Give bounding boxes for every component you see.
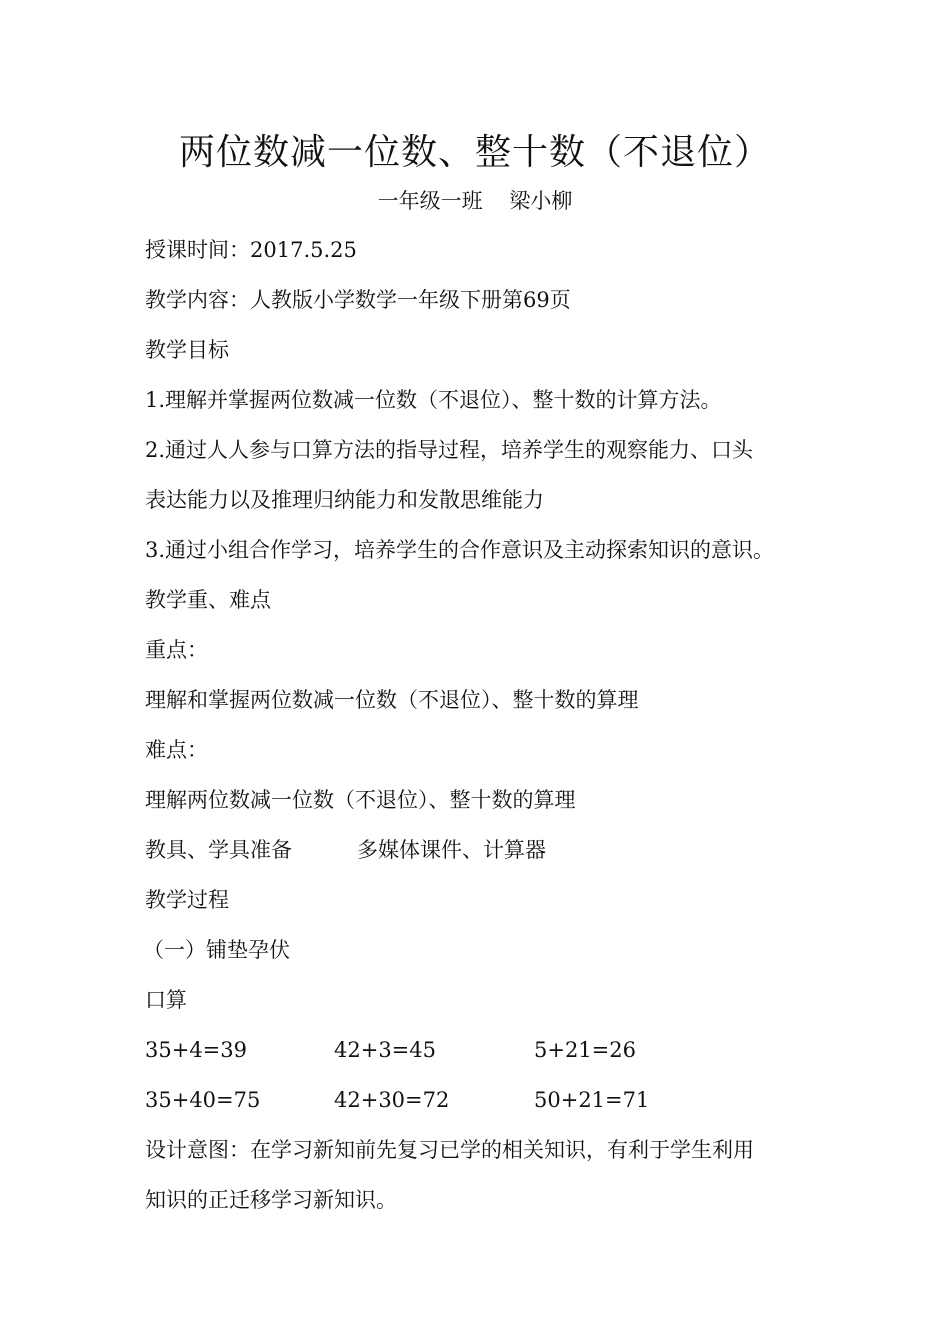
key-point-label: 重点： bbox=[145, 638, 208, 662]
key-point-text: 理解和掌握两位数减一位数（不退位）、整十数的算理 bbox=[145, 688, 639, 712]
math-item: 42+3=45 bbox=[334, 1038, 436, 1062]
goal-2-line-2: 表达能力以及推理归纳能力和发散思维能力 bbox=[145, 488, 544, 512]
difficulty-label: 难点： bbox=[145, 738, 208, 762]
document-title: 两位数减一位数、整十数（不退位） bbox=[178, 132, 771, 173]
goal-1: 1.理解并掌握两位数减一位数（不退位）、整十数的计算方法。 bbox=[145, 388, 722, 412]
difficulty-text: 理解两位数减一位数（不退位）、整十数的算理 bbox=[145, 788, 576, 812]
process-heading: 教学过程 bbox=[145, 888, 229, 912]
goals-heading: 教学目标 bbox=[145, 338, 229, 362]
math-item: 35+4=39 bbox=[145, 1038, 247, 1062]
math-row-1 bbox=[145, 1035, 745, 1065]
math-item: 50+21=71 bbox=[534, 1088, 650, 1112]
oral-calc-label: 口算 bbox=[145, 988, 187, 1012]
class-and-teacher: 一年级一班 梁小柳 bbox=[377, 189, 573, 213]
lesson-content: 教学内容：人教版小学数学一年级下册第69页 bbox=[145, 288, 571, 312]
key-points-heading: 教学重、难点 bbox=[145, 588, 271, 612]
goal-2-line-1: 2.通过人人参与口算方法的指导过程，培养学生的观察能力、口头 bbox=[145, 438, 754, 462]
math-row-2 bbox=[145, 1085, 745, 1115]
design-intent-line-2: 知识的正迁移学习新知识。 bbox=[145, 1188, 397, 1212]
math-item: 42+30=72 bbox=[334, 1088, 450, 1112]
math-item: 35+40=75 bbox=[145, 1088, 261, 1112]
math-item: 5+21=26 bbox=[534, 1038, 636, 1062]
tools-text: 多媒体课件、计算器 bbox=[357, 838, 546, 862]
step-1-heading: （一）铺垫孕伏 bbox=[143, 938, 290, 962]
design-intent-line-1: 设计意图：在学习新知前先复习已学的相关知识，有利于学生利用 bbox=[145, 1138, 754, 1162]
tools-label: 教具、学具准备 bbox=[145, 838, 292, 862]
goal-3: 3.通过小组合作学习，培养学生的合作意识及主动探索知识的意识。 bbox=[145, 538, 775, 562]
lesson-time: 授课时间：2017.5.25 bbox=[145, 238, 357, 262]
